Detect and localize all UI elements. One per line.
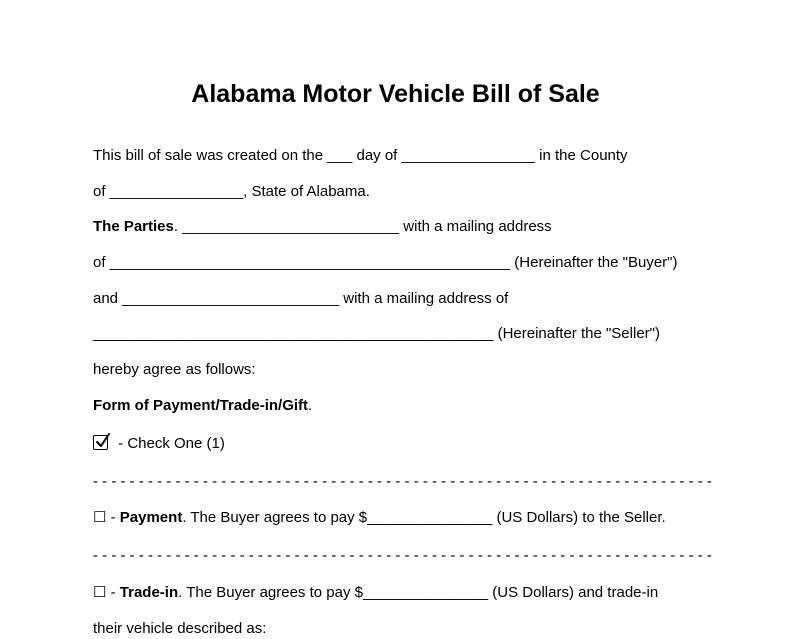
checked-checkbox-icon[interactable] xyxy=(93,435,108,450)
county-line: of ________________, State of Alabama. xyxy=(93,183,370,200)
seller-name-line: and __________________________ with a mailing address of xyxy=(93,290,509,307)
creation-date-line: This bill of sale was created on the ___ day of ________________ in the County xyxy=(93,147,628,164)
tradein-label: Trade-in xyxy=(119,584,179,601)
check-one-line xyxy=(93,434,225,454)
payment-label: Payment xyxy=(119,509,183,526)
parties-heading: The Parties xyxy=(93,218,174,235)
tradein-continuation-line: their vehicle described as: xyxy=(93,620,267,637)
agreement-line: hereby agree as follows: xyxy=(93,361,256,378)
tradein-checkbox[interactable]: ☐ - xyxy=(93,584,120,601)
tradein-option-line xyxy=(93,583,658,603)
buyer-address-line: of ________________________________________________ (Hereinafter the "Buyer") xyxy=(93,254,678,271)
payment-option-line xyxy=(93,508,666,528)
parties-text: . __________________________ with a mailing address xyxy=(173,218,552,235)
payment-heading: Form of Payment/Trade-in/Gift xyxy=(93,397,309,414)
payment-checkbox[interactable]: ☐ - xyxy=(93,509,120,526)
seller-address-line: ________________________________________________ (Hereinafter the "Seller") xyxy=(93,325,660,342)
parties-line xyxy=(93,217,552,237)
payment-text: . The Buyer agrees to pay $_______________ (US Dollars) to the Seller. xyxy=(182,509,666,526)
check-one-label: - Check One (1) xyxy=(114,435,225,452)
dashed-divider-2: - - - - - - - - - - - - - - - - - - - - - - - - - - - - - - - - - - - - - - - - - - - - - - - - - - - - - - - - - - - - - - - - - - - - xyxy=(93,547,712,564)
payment-heading-line xyxy=(93,396,312,416)
tradein-text: . The Buyer agrees to pay $_______________ (US Dollars) and trade-in xyxy=(178,584,659,601)
payment-heading-period: . xyxy=(308,397,313,414)
dashed-divider-1: - - - - - - - - - - - - - - - - - - - - - - - - - - - - - - - - - - - - - - - - - - - - - - - - - - - - - - - - - - - - - - - - - - - - xyxy=(93,473,712,490)
document-title: Alabama Motor Vehicle Bill of Sale xyxy=(191,80,600,108)
